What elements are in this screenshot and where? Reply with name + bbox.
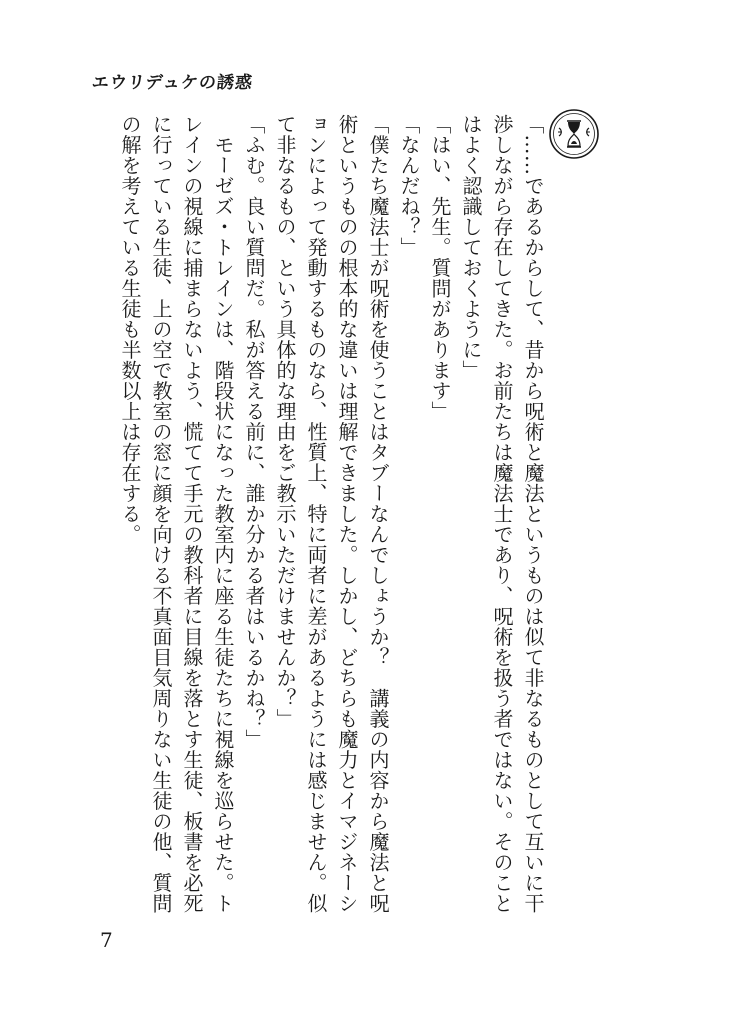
paragraph: モーゼズ・トレインは、階段状になった教室内に座る生徒たちに視線を巡らせた。トレインの視線に捕まらないよう、慌てて手元の教科者に目線を落とす生徒、板書を必死に行っている生徒、上の空で教室の窓に顔を向ける不真面目気周りない生徒の他、質問の解を考えている生徒も半数以上は存在する。 [118, 114, 235, 914]
paragraph: 「……であるからして、昔から呪術と魔法というものは似て非なるものとして互いに干渉しながら存在してきた。お前たちは魔法士であり、呪術を扱う者ではない。そのことはよく認識しておくように」 [459, 114, 545, 914]
paragraph: 「僕たち魔法士が呪術を使うことはタブーなんでしょうか？ 講義の内容から魔法と呪術というものの根本的な違いは理解できました。しかし、どちらも魔力とイマジネーションによって発動するものなら、性質上、特に両者に差があるようには感じません。似て非なるもの、という具体的な理由をご教示いただけませんか？」 [273, 114, 390, 914]
running-header-title: エウリデュケの誘惑 [90, 73, 254, 93]
hourglass-emblem-icon [548, 108, 600, 160]
page-number: 7 [100, 928, 113, 952]
paragraph: 「はい、先生。質問があります」 [428, 114, 452, 422]
paragraph: 「ふむ。良い質問だ。私が答える前に、誰か分かる者はいるかね？」 [242, 114, 266, 750]
body-text [118, 114, 548, 914]
paragraph: 「なんだね？」 [397, 114, 421, 258]
